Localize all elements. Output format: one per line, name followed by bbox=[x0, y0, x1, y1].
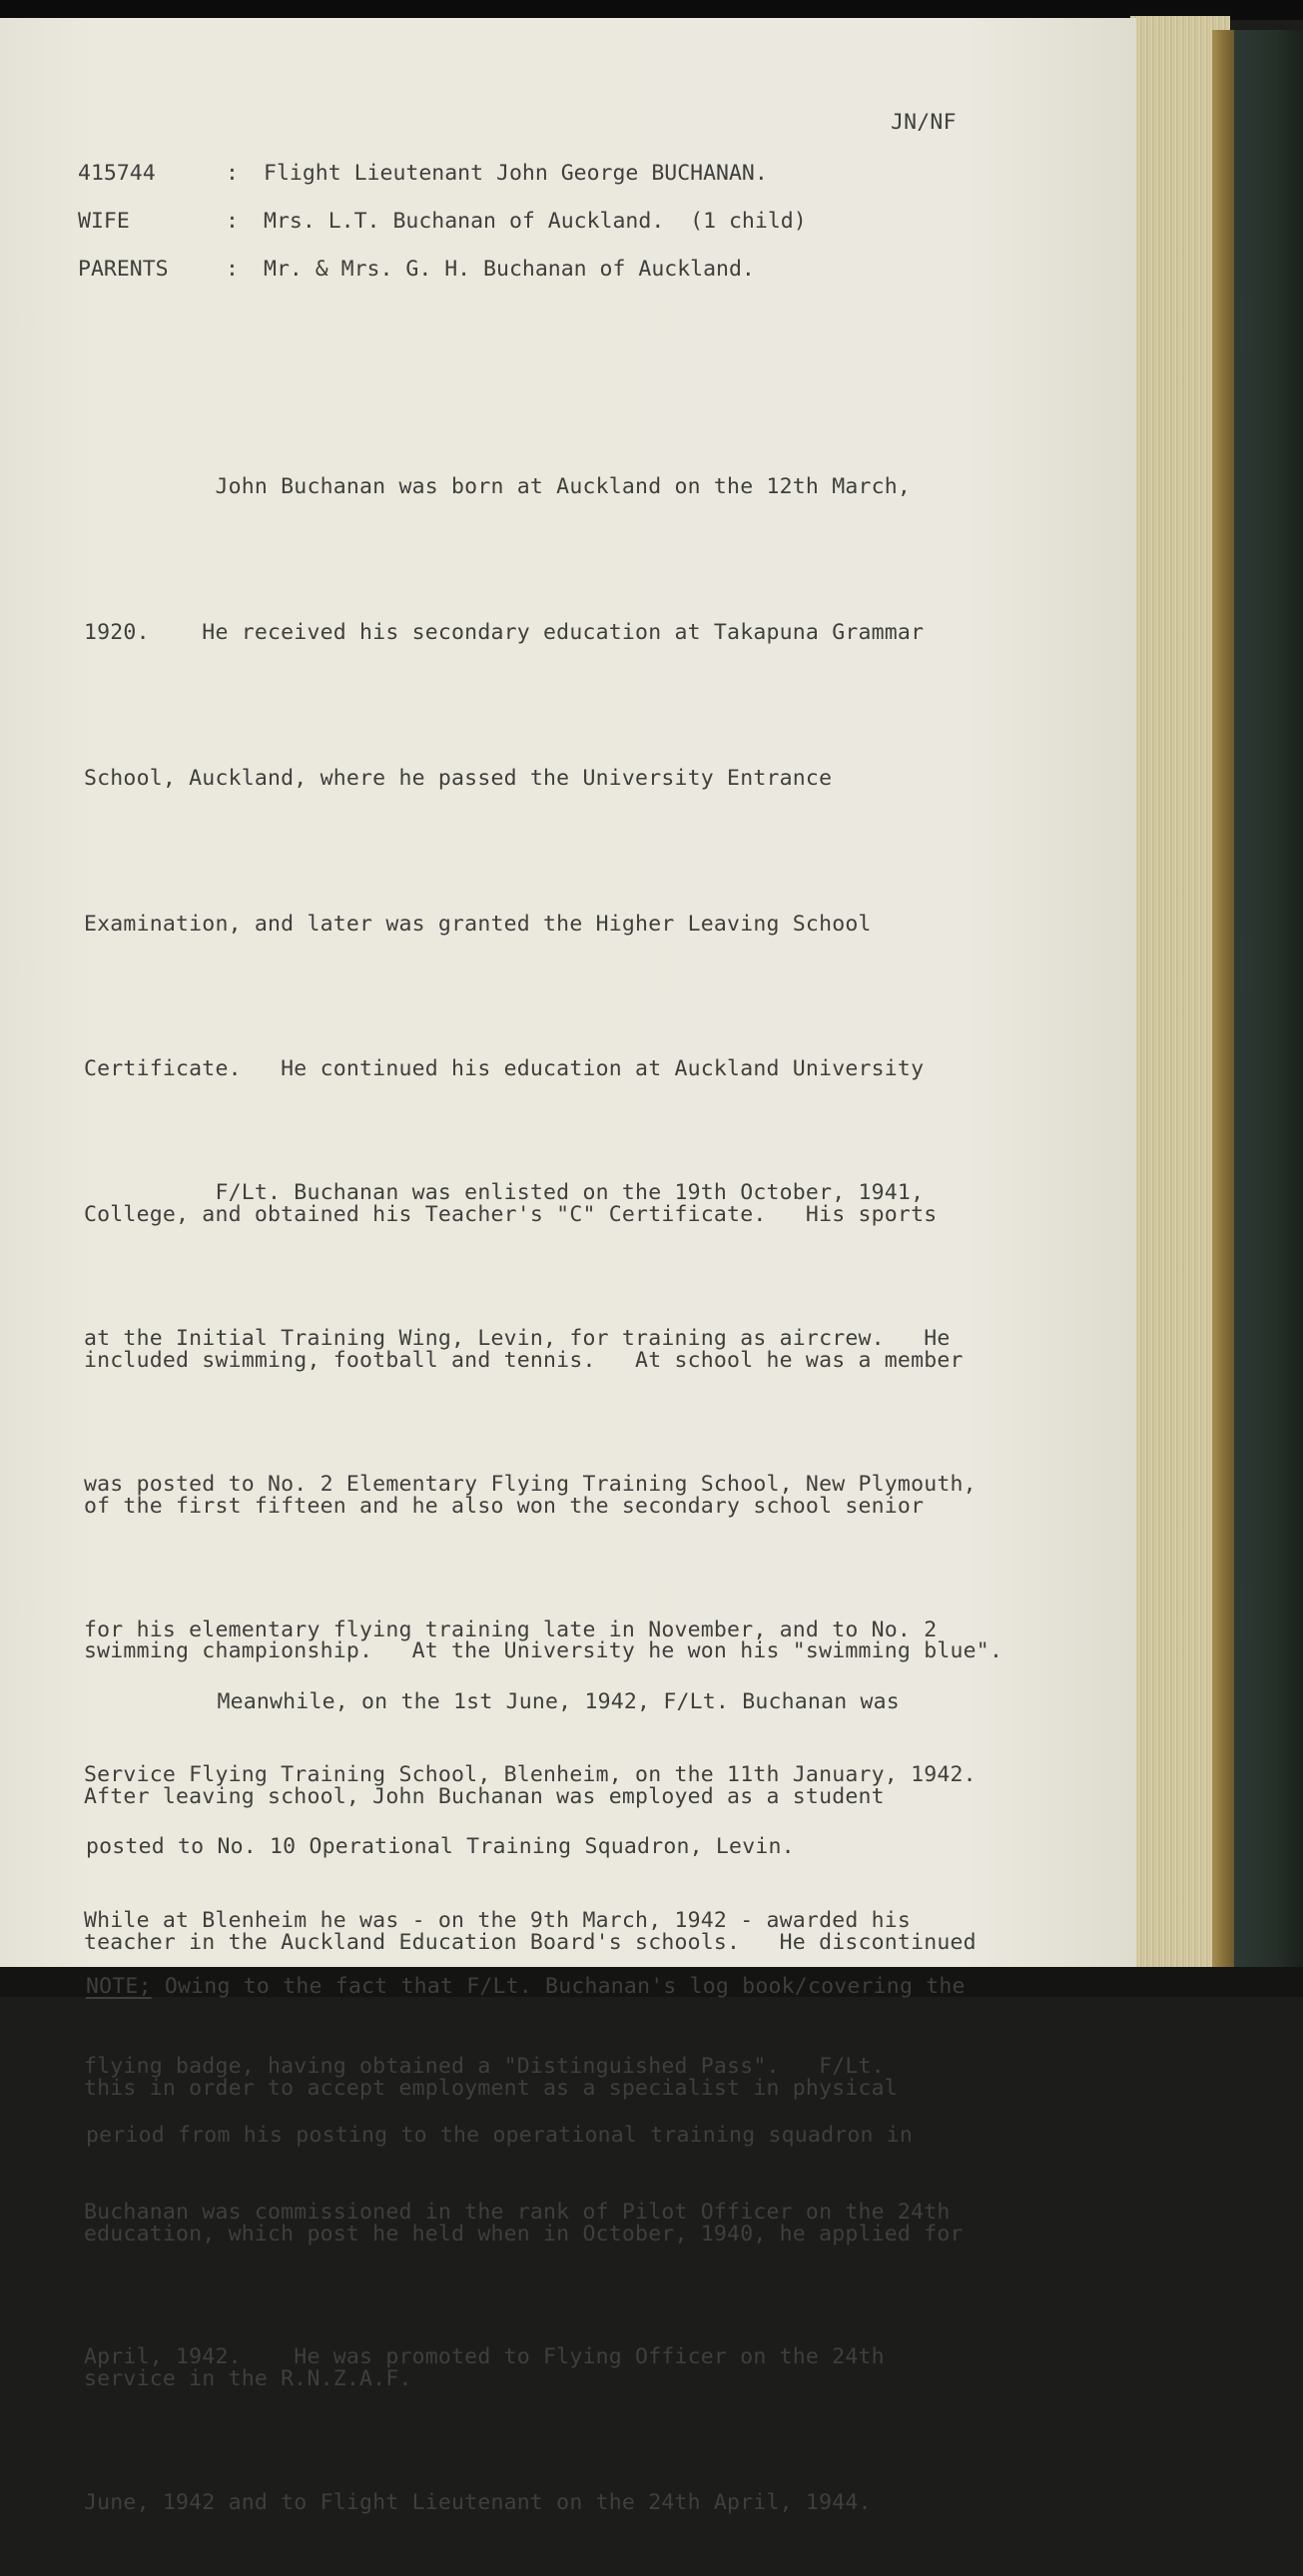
note-text: Owing to the fact that F/Lt. Buchanan's log book/covering the bbox=[151, 1973, 966, 1999]
text-line: While at Blenheim he was - on the 9th March, 1942 - awarded his bbox=[84, 1908, 912, 1934]
text-line: service in the R.N.Z.A.F. bbox=[84, 2366, 412, 2392]
text-line: teacher in the Auckland Education Board's schools. He discontinued bbox=[84, 1930, 977, 1955]
text-line: education, which post he held when in October, 1940, he applied for bbox=[84, 2221, 964, 2247]
book-spine bbox=[1212, 30, 1234, 1967]
text-line: at the Initial Training Wing, Levin, for training as aircrew. He bbox=[84, 1325, 951, 1351]
note-label: NOTE; bbox=[86, 1973, 152, 1999]
header-row-parents bbox=[78, 246, 807, 294]
paragraph-posting bbox=[86, 1582, 966, 2208]
book-cover bbox=[1234, 30, 1303, 1967]
text-line: After leaving school, John Buchanan was employed as a student bbox=[84, 1784, 885, 1810]
text-line: swimming championship. At the University he won his "swimming blue". bbox=[84, 1638, 1003, 1664]
text-line: Certificate. He continued his education at Auckland University bbox=[84, 1056, 925, 1082]
header-row-service-number bbox=[78, 150, 807, 198]
text-line: Buchanan was commissioned in the rank of Pilot Officer on the 24th bbox=[84, 2199, 951, 2225]
header-colon: : bbox=[226, 257, 239, 282]
header-value: Mrs. L.T. Buchanan of Auckland. (1 child) bbox=[264, 209, 807, 234]
reference-code: JN/NF bbox=[891, 110, 957, 135]
header-colon: : bbox=[226, 161, 239, 186]
text-line: of the first fifteen and he also won the secondary school senior bbox=[84, 1493, 925, 1519]
text-line: included swimming, football and tennis. At school he was a member bbox=[84, 1347, 964, 1373]
text-line: April, 1942. He was promoted to Flying Officer on the 24th bbox=[84, 2344, 885, 2370]
header-label: PARENTS bbox=[78, 257, 169, 282]
text-line: June, 1942 and to Flight Lieutenant on the 24th April, 1944. bbox=[84, 2490, 872, 2516]
header-label: WIFE bbox=[78, 209, 130, 234]
text-line: Examination, and later was granted the Higher Leaving School bbox=[84, 911, 872, 937]
text-line: Service Flying Training School, Blenheim, on the 11th January, 1942. bbox=[84, 1762, 977, 1788]
text-line: John Buchanan was born at Auckland on the 12th March, bbox=[84, 474, 912, 500]
header-value: Flight Lieutenant John George BUCHANAN. bbox=[264, 161, 768, 186]
header-label: 415744 bbox=[78, 161, 156, 186]
personnel-header bbox=[78, 150, 807, 294]
text-line: this in order to accept employment as a specialist in physical bbox=[84, 2075, 898, 2101]
text-line: period from his posting to the operational training squadron in bbox=[86, 2122, 914, 2148]
text-line: Meanwhile, on the 1st June, 1942, F/Lt. Buchanan was bbox=[86, 1689, 900, 1715]
header-colon: : bbox=[226, 209, 239, 234]
text-line: School, Auckland, where he passed the University Entrance bbox=[84, 765, 833, 791]
text-line: F/Lt. Buchanan was enlisted on the 19th October, 1941, bbox=[84, 1180, 925, 1206]
header-value: Mr. & Mrs. G. H. Buchanan of Auckland. bbox=[264, 257, 755, 282]
scan-top-edge bbox=[0, 0, 1303, 20]
text-line: posted to No. 10 Operational Training Squadron, Levin. bbox=[86, 1834, 795, 1860]
text-line: 1920. He received his secondary education at Takapuna Grammar bbox=[84, 619, 925, 645]
text-line: for his elementary flying training late in November, and to No. 2 bbox=[84, 1616, 938, 1642]
text-line: College, and obtained his Teacher's "C" Certificate. His sports bbox=[84, 1202, 938, 1228]
header-row-wife bbox=[78, 198, 807, 246]
text-line: flying badge, having obtained a "Distinguished Pass". F/Lt. bbox=[84, 2053, 885, 2079]
text-line: was posted to No. 2 Elementary Flying Training School, New Plymouth, bbox=[84, 1471, 977, 1497]
note-line bbox=[86, 1963, 966, 2015]
